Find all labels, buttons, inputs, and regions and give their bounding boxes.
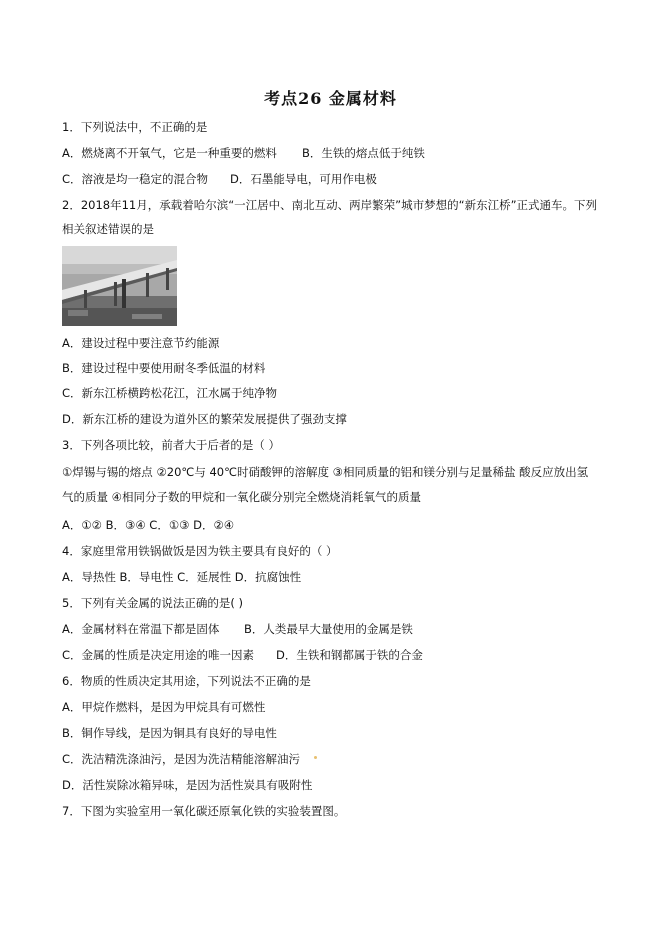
stray-mark [314, 756, 317, 759]
q6-option-a: A．甲烷作燃料，是因为甲烷具有可燃性 [62, 700, 266, 714]
q1-option-b: B．生铁的熔点低于纯铁 [302, 146, 425, 160]
q4-options: A．导热性 B．导电性 C．延展性 D．抗腐蚀性 [62, 570, 302, 584]
q3-stem: 3．下列各项比较，前者大于后者的是（ ） [62, 438, 280, 452]
q5-option-c: C．金属的性质是决定用途的唯一因素 [62, 648, 255, 662]
q6-option-b: B．铜作导线，是因为铜具有良好的导电性 [62, 726, 277, 740]
q5-option-a: A．金属材料在常温下都是固体 [62, 622, 220, 636]
q6-option-c: C．洗洁精洗涤油污，是因为洗洁精能溶解油污 [62, 752, 301, 766]
q1-stem: 1．下列说法中，不正确的是 [62, 120, 208, 134]
q2-option-c: C．新东江桥横跨松花江，江水属于纯净物 [62, 386, 278, 400]
q4-stem: 4．家庭里常用铁锅做饭是因为铁主要具有良好的（ ） [62, 544, 338, 558]
q3-items-line2: 气的质量 ④相同分子数的甲烷和一氧化碳分别完全燃烧消耗氧气的质量 [62, 490, 421, 504]
q2-stem-line2: 相关叙述错误的是 [62, 222, 154, 236]
q2-option-d: D．新东江桥的建设为道外区的繁荣发展提供了强劲支撑 [62, 412, 347, 426]
q3-options: A．①② B．③④ C．①③ D．②④ [62, 518, 235, 532]
q2-option-a: A．建设过程中要注意节约能源 [62, 336, 220, 350]
q5-stem: 5．下列有关金属的说法正确的是( ) [62, 596, 243, 610]
q2-option-b: B．建设过程中要使用耐冬季低温的材料 [62, 361, 266, 375]
bridge-photo [62, 246, 177, 326]
q6-stem: 6．物质的性质决定其用途，下列说法不正确的是 [62, 674, 311, 688]
page-title: 考点26 金属材料 [264, 89, 397, 108]
q3-items-line1: ①焊锡与锡的熔点 ②20℃与 40℃时硝酸钾的溶解度 ③相同质量的铝和镁分别与足量稀盐 酸反应放出氢 [62, 465, 589, 479]
q7-stem: 7．下图为实验室用一氧化碳还原氧化铁的实验装置图。 [62, 804, 346, 818]
q1-option-d: D．石墨能导电，可用作电极 [230, 172, 377, 186]
q5-option-d: D．生铁和钢都属于铁的合金 [276, 648, 423, 662]
q1-option-a: A．燃烧离不开氧气，它是一种重要的燃料 [62, 146, 277, 160]
q1-option-c: C．溶液是均一稳定的混合物 [62, 172, 209, 186]
q5-option-b: B．人类最早大量使用的金属是铁 [244, 622, 413, 636]
q6-option-d: D．活性炭除冰箱异味，是因为活性炭具有吸附性 [62, 778, 313, 792]
q2-stem-line1: 2．2018年11月，承载着哈尔滨“一江居中、南北互动、两岸繁荣”城市梦想的“新东江桥”正式通车。下列 [62, 198, 598, 212]
